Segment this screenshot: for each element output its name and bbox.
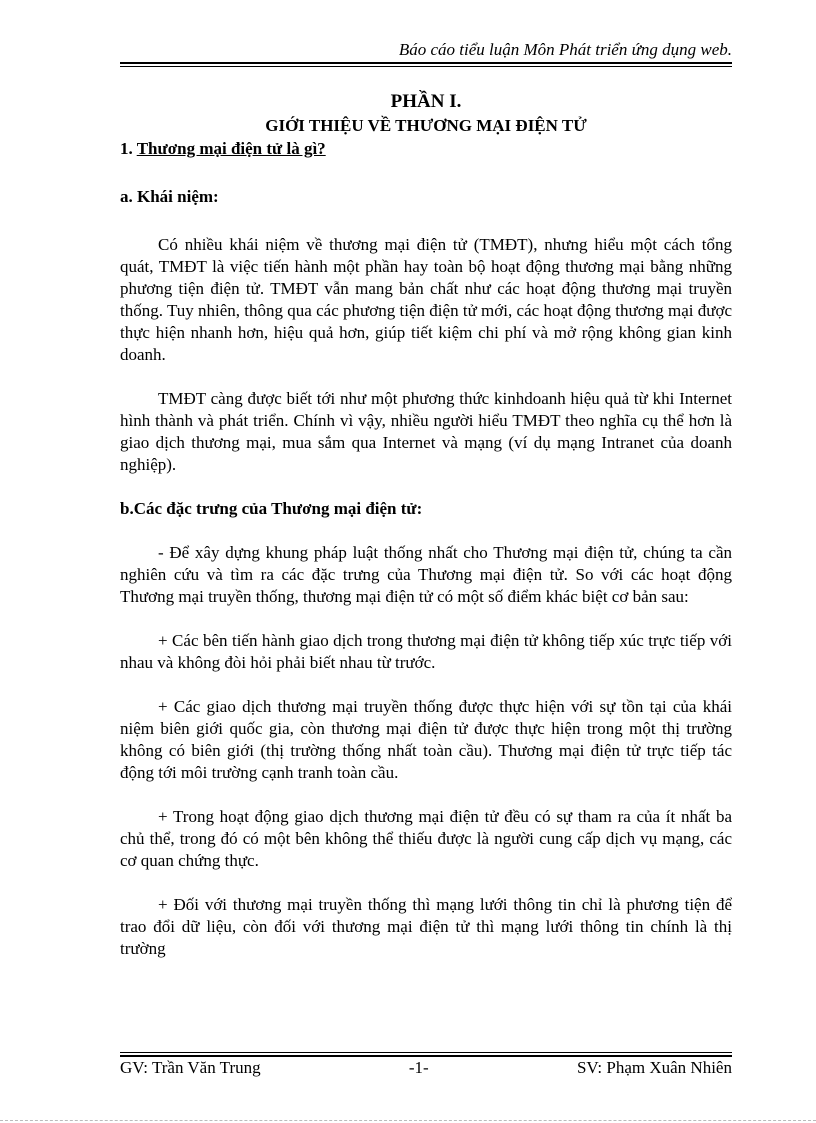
section-b-heading: b.Các đặc trưng của Thương mại điện tử: bbox=[120, 499, 423, 518]
paragraph: Có nhiều khái niệm về thương mại điện tử (TMĐT), nhưng hiểu một cách tổng quát, TMĐT là việc tiến hành một phần hay toàn bộ hoạt động thương mại bằng những phương tiện điện tử. TMĐT vẫn mang bản chất như các hoạt động thương mại truyền thống. Tuy nhiên, thông qua các phương tiện điện tử mới, các hoạt động thương mại được thực hiện nhanh hơn, hiệu quả hơn, giúp tiết kiệm chi phí và mở rộng không gian kinh doanh. bbox=[120, 235, 732, 364]
paragraph: + Đối với thương mại truyền thống thì mạng lưới thông tin chỉ là phương tiện để trao đổi dữ liệu, còn đối với thương mại điện tử thì mạng lưới thông tin chính là thị trường bbox=[120, 895, 732, 958]
header-rule bbox=[120, 62, 732, 67]
part-subtitle: GIỚI THIỆU VỀ THƯƠNG MẠI ĐIỆN TỬ bbox=[265, 116, 587, 135]
paragraph: + Các giao dịch thương mại truyền thống được thực hiện với sự tồn tại của khái niệm biên giới quốc gia, còn thương mại điện tử được thực hiện trong một thị trường không có biên giới (thị trường thống nhất toàn cầu). Thương mại điện tử trực tiếp tác động tới môi trường cạnh tranh toàn cầu. bbox=[120, 697, 732, 782]
paragraph: - Để xây dựng khung pháp luật thống nhất cho Thương mại điện tử, chúng ta cần nghiên cứu và tìm ra các đặc trưng của Thương mại điện tử. So với các hoạt động Thương mại truyền thống, thương mại điện tử có một số điểm khác biệt cơ bản sau: bbox=[120, 543, 732, 606]
footer-student: SV: Phạm Xuân Nhiên bbox=[576, 1058, 732, 1077]
section-1-title: Thương mại điện tử là gì? bbox=[136, 139, 326, 158]
part-title: PHẦN I. bbox=[390, 91, 462, 112]
section-1-number: 1. bbox=[120, 139, 137, 158]
running-header: Báo cáo tiểu luận Môn Phát triển ứng dụng web. bbox=[398, 40, 732, 59]
paragraph: TMĐT càng được biết tới như một phương thức kinhdoanh hiệu quả từ khi Internet hình thành và phát triển. Chính vì vậy, nhiều người hiểu TMĐT theo nghĩa cụ thể hơn là giao dịch thương mại, mua sắm qua Internet và mạng (ví dụ mạng Intranet của doanh nghiệp). bbox=[120, 389, 732, 474]
section-a-heading: a. Khái niệm: bbox=[120, 187, 219, 206]
paragraph: + Các bên tiến hành giao dịch trong thương mại điện tử không tiếp xúc trực tiếp với nhau và không đòi hỏi phải biết nhau từ trước. bbox=[120, 631, 732, 672]
page-content bbox=[120, 90, 732, 960]
section-1-heading bbox=[120, 138, 732, 160]
footer-teacher: GV: Trần Văn Trung bbox=[120, 1058, 261, 1077]
footer-rule bbox=[120, 1052, 732, 1057]
page-footer bbox=[120, 1058, 732, 1078]
page-boundary bbox=[0, 1120, 816, 1121]
footer-page-number: -1- bbox=[408, 1058, 429, 1077]
paragraph: + Trong hoạt động giao dịch thương mại điện tử đều có sự tham ra của ít nhất ba chủ thể, trong đó có một bên không thể thiếu được là người cung cấp dịch vụ mạng, các cơ quan chứng thực. bbox=[120, 807, 732, 870]
